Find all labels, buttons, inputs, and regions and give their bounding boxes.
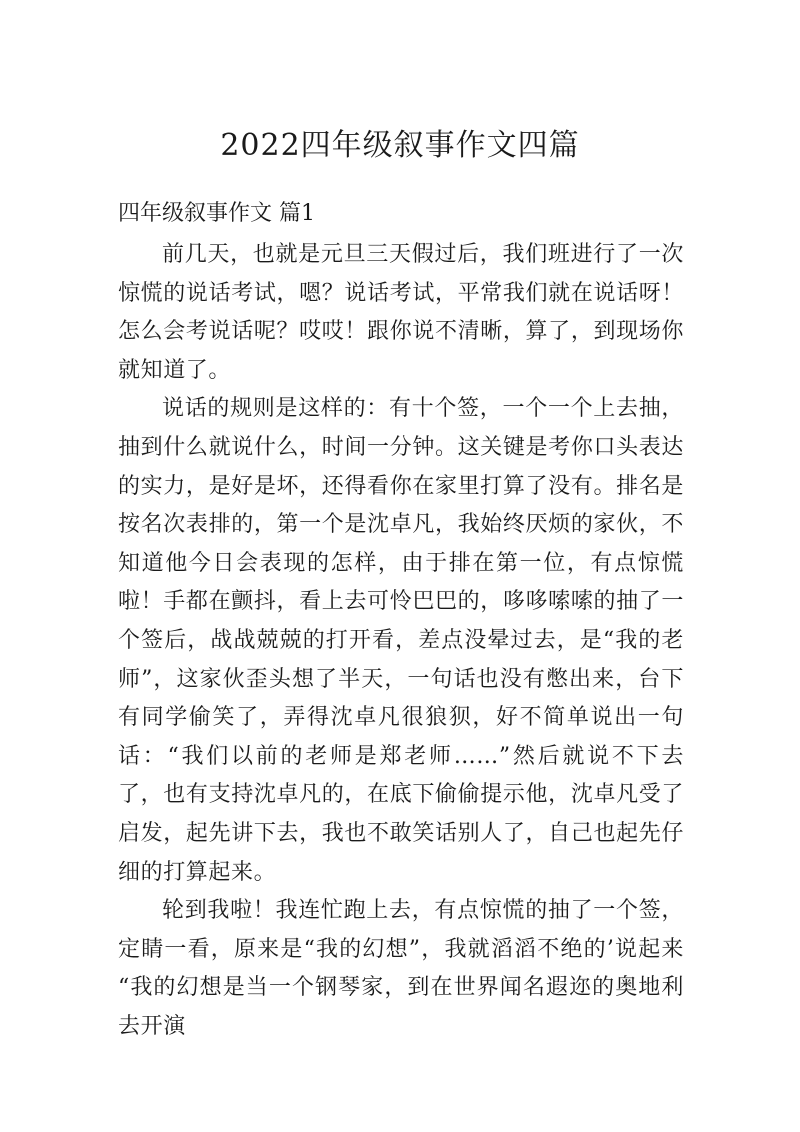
paragraph-2: 说话的规则是这样的：有十个签，一个一个上去抽，抽到什么就说什么，时间一分钟。这关键是考你口头表达的实力，是好是坏，还得看你在家里打算了没有。排名是按名次表排的，第一个是沈卓凡，我始终厌烦的家伙，不知道他今日会表现的怎样，由于排在第一位，有点惊慌啦！手都在颤抖，看上去可怜巴巴的，哆哆嗦嗦的抽了一个签后，战战兢兢的打开看，差点没晕过去，是“我的老师”，这家伙歪头想了半天，一句话也没有憋出来，台下有同学偷笑了，弄得沈卓凡很狼狈，好不简单说出一句话：“我们以前的老师是郑老师……”然后就说不下去了，也有支持沈卓凡的，在底下偷偷提示他，沈卓凡受了启发，起先讲下去，我也不敢笑话别人了，自己也起先仔细的打算起来。 (118, 396, 684, 885)
document-title: 2022四年级叙事作文四篇 (220, 128, 580, 163)
article-body (118, 236, 684, 1046)
paragraph-3: 轮到我啦！我连忙跑上去，有点惊慌的抽了一个签，定睛一看，原来是“我的幻想”，我就滔滔不绝的’说起来 “我的幻想是当一个钢琴家，到在世界闻名遐迩的奥地利去开演 (118, 898, 684, 1039)
section-heading: 四年级叙事作文 篇1 (118, 201, 315, 226)
paragraph-1: 前几天，也就是元旦三天假过后，我们班进行了一次惊慌的说话考试，嗯？说话考试，平常我们就在说话呀！怎么会考说话呢？哎哎！跟你说不清晰，算了，到现场你就知道了。 (118, 242, 684, 383)
